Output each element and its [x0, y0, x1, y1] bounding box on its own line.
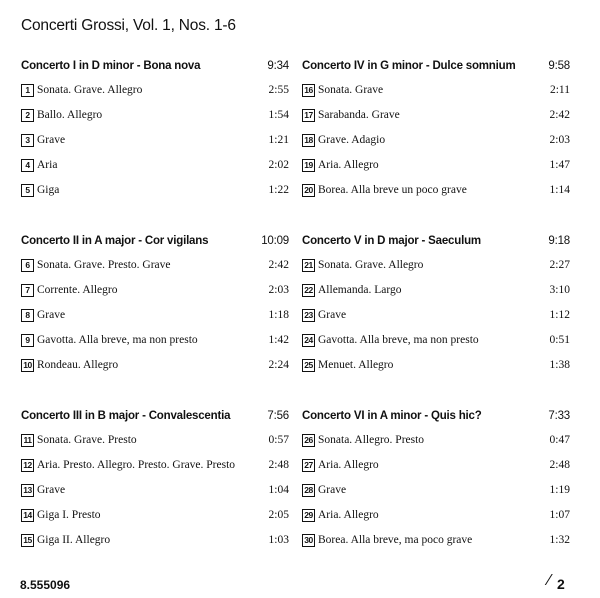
track-row — [302, 130, 570, 155]
track-number: 20 — [302, 184, 315, 197]
track-row — [21, 355, 289, 380]
track-title: Rondeau. Allegro — [37, 359, 119, 371]
track-title: Aria. Allegro — [318, 509, 379, 521]
concerto-block — [21, 58, 289, 205]
track-duration: 0:57 — [268, 434, 289, 446]
track-row — [302, 305, 570, 330]
track-title: Aria. Allegro — [318, 159, 379, 171]
track-row — [302, 355, 570, 380]
track-title: Grave — [318, 484, 347, 496]
track-title: Borea. Alla breve, ma poco grave — [318, 534, 473, 546]
concerto-title: Concerto IV in G minor - Dulce somnium — [302, 60, 516, 72]
track-duration: 2:48 — [549, 459, 570, 471]
track-title: Grave — [318, 309, 347, 321]
page-corner-mark: ⁄ — [548, 572, 551, 589]
concerto-header — [21, 233, 289, 251]
track-number: 19 — [302, 159, 315, 172]
track-duration: 1:03 — [268, 534, 289, 546]
track-duration: 1:21 — [268, 134, 289, 146]
track-row — [21, 530, 289, 555]
track-duration: 1:32 — [549, 534, 570, 546]
track-duration: 1:42 — [268, 334, 289, 346]
track-number: 21 — [302, 259, 315, 272]
track-row — [21, 80, 289, 105]
track-title: Allemanda. Largo — [318, 284, 402, 296]
concerto-duration: 7:33 — [548, 410, 570, 422]
track-row — [21, 455, 289, 480]
concerto-block — [21, 233, 289, 380]
track-duration: 0:47 — [549, 434, 570, 446]
track-title: Giga II. Allegro — [37, 534, 111, 546]
track-title: Sarabanda. Grave — [318, 109, 400, 121]
track-row — [21, 180, 289, 205]
track-title: Sonata. Grave. Allegro — [37, 84, 143, 96]
catalog-number: 8.555096 — [20, 578, 71, 592]
track-number: 14 — [21, 509, 34, 522]
track-number: 13 — [21, 484, 34, 497]
track-row — [302, 255, 570, 280]
concerto-block — [302, 408, 570, 555]
track-duration: 2:42 — [549, 109, 570, 121]
track-duration: 1:14 — [549, 184, 570, 196]
track-row — [302, 80, 570, 105]
track-title: Borea. Alla breve un poco grave — [318, 184, 467, 196]
track-title: Menuet. Allegro — [318, 359, 394, 371]
track-duration: 2:27 — [549, 259, 570, 271]
track-row — [21, 255, 289, 280]
concerto-title: Concerto III in B major - Convalescentia — [21, 410, 231, 422]
track-row — [21, 130, 289, 155]
track-row — [21, 330, 289, 355]
track-row — [302, 505, 570, 530]
concerto-header — [302, 233, 570, 251]
page-number — [548, 572, 565, 592]
track-number: 16 — [302, 84, 315, 97]
track-row — [21, 155, 289, 180]
track-number: 8 — [21, 309, 34, 322]
track-number: 1 — [21, 84, 34, 97]
track-number: 5 — [21, 184, 34, 197]
track-number: 6 — [21, 259, 34, 272]
track-duration: 2:03 — [549, 134, 570, 146]
concerto-header — [302, 408, 570, 426]
track-title: Aria — [37, 159, 58, 171]
track-row — [302, 180, 570, 205]
track-row — [21, 280, 289, 305]
track-title: Corrente. Allegro — [37, 284, 118, 296]
track-duration: 2:48 — [268, 459, 289, 471]
track-duration: 1:18 — [268, 309, 289, 321]
track-duration: 2:42 — [268, 259, 289, 271]
track-duration: 2:03 — [268, 284, 289, 296]
track-title: Gavotta. Alla breve, ma non presto — [318, 334, 479, 346]
concerto-duration: 10:09 — [261, 235, 289, 247]
track-title: Sonata. Grave — [318, 84, 384, 96]
track-number: 30 — [302, 534, 315, 547]
track-title: Ballo. Allegro — [37, 109, 103, 121]
concerto-header — [21, 408, 289, 426]
concerto-duration: 9:34 — [267, 60, 289, 72]
track-number: 15 — [21, 534, 34, 547]
track-title: Grave. Adagio — [318, 134, 386, 146]
concerto-block — [302, 58, 570, 205]
track-row — [302, 280, 570, 305]
concerto-title: Concerto II in A major - Cor vigilans — [21, 235, 209, 247]
track-title: Giga I. Presto — [37, 509, 101, 521]
track-number: 4 — [21, 159, 34, 172]
concerto-title: Concerto V in D major - Saeculum — [302, 235, 481, 247]
track-number: 2 — [21, 109, 34, 122]
track-number: 26 — [302, 434, 315, 447]
page-title: Concerti Grossi, Vol. 1, Nos. 1-6 — [21, 17, 236, 34]
track-duration: 2:24 — [268, 359, 289, 371]
track-title: Grave — [37, 134, 66, 146]
track-title: Sonata. Grave. Allegro — [318, 259, 424, 271]
track-row — [21, 105, 289, 130]
track-row — [21, 480, 289, 505]
track-title: Sonata. Allegro. Presto — [318, 434, 425, 446]
track-number: 11 — [21, 434, 34, 447]
track-duration: 2:55 — [268, 84, 289, 96]
concerto-title: Concerto I in D minor - Bona nova — [21, 60, 201, 72]
track-row — [302, 330, 570, 355]
track-number: 28 — [302, 484, 315, 497]
track-title: Sonata. Grave. Presto — [37, 434, 137, 446]
track-duration: 1:22 — [268, 184, 289, 196]
track-number: 9 — [21, 334, 34, 347]
track-row — [302, 105, 570, 130]
concerto-duration: 9:18 — [548, 235, 570, 247]
track-title: Gavotta. Alla breve, ma non presto — [37, 334, 198, 346]
concerto-title: Concerto VI in A minor - Quis hic? — [302, 410, 482, 422]
track-number: 29 — [302, 509, 315, 522]
track-duration: 3:10 — [549, 284, 570, 296]
track-number: 25 — [302, 359, 315, 372]
track-title: Grave — [37, 484, 66, 496]
track-duration: 1:47 — [549, 159, 570, 171]
track-duration: 1:54 — [268, 109, 289, 121]
track-number: 22 — [302, 284, 315, 297]
concerto-duration: 7:56 — [267, 410, 289, 422]
track-row — [21, 430, 289, 455]
track-number: 12 — [21, 459, 34, 472]
track-row — [302, 480, 570, 505]
concerto-block — [302, 233, 570, 380]
track-duration: 0:51 — [549, 334, 570, 346]
page-number-text: 2 — [557, 576, 565, 592]
track-duration: 2:05 — [268, 509, 289, 521]
concerto-header — [302, 58, 570, 76]
track-duration: 2:02 — [268, 159, 289, 171]
track-duration: 2:11 — [549, 84, 570, 96]
track-duration: 1:38 — [549, 359, 570, 371]
concerto-header — [21, 58, 289, 76]
track-number: 17 — [302, 109, 315, 122]
track-row — [302, 455, 570, 480]
track-title: Grave — [37, 309, 66, 321]
concerto-block — [21, 408, 289, 555]
track-row — [302, 430, 570, 455]
track-duration: 1:07 — [549, 509, 570, 521]
track-duration: 1:19 — [549, 484, 570, 496]
track-number: 27 — [302, 459, 315, 472]
track-title: Giga — [37, 184, 60, 196]
track-row — [21, 305, 289, 330]
track-number: 23 — [302, 309, 315, 322]
track-number: 18 — [302, 134, 315, 147]
track-title: Aria. Presto. Allegro. Presto. Grave. Presto — [37, 459, 236, 471]
track-number: 24 — [302, 334, 315, 347]
track-number: 10 — [21, 359, 34, 372]
track-duration: 1:12 — [549, 309, 570, 321]
track-row — [21, 505, 289, 530]
track-row — [302, 530, 570, 555]
track-row — [302, 155, 570, 180]
track-number: 7 — [21, 284, 34, 297]
track-title: Aria. Allegro — [318, 459, 379, 471]
track-duration: 1:04 — [268, 484, 289, 496]
track-title: Sonata. Grave. Presto. Grave — [37, 259, 171, 271]
concerto-duration: 9:58 — [548, 60, 570, 72]
track-number: 3 — [21, 134, 34, 147]
